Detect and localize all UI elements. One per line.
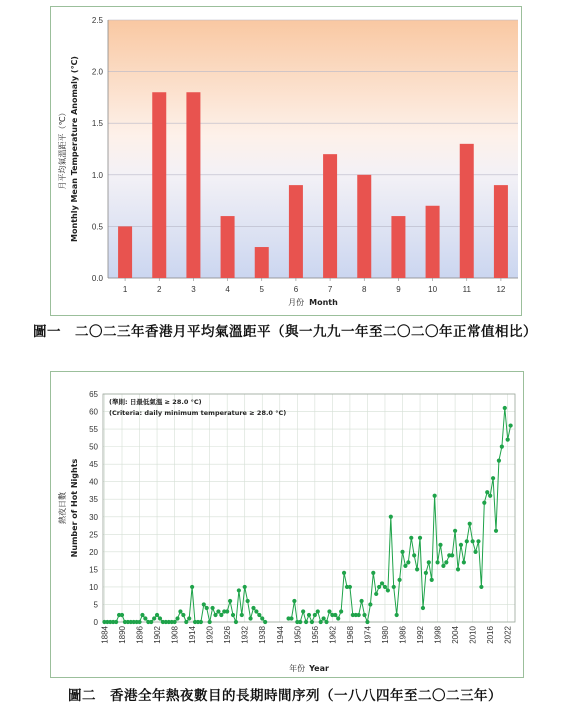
x-axis-label-en: Month — [309, 298, 338, 307]
y-axis-label-cn: 熱夜日數 — [58, 492, 67, 524]
x-tick-label: 1956 — [310, 626, 320, 644]
data-point-1911 — [181, 613, 185, 617]
x-tick-label: 2022 — [503, 626, 513, 644]
y-tick-label: 0 — [93, 618, 98, 627]
data-point-1930 — [237, 588, 241, 592]
data-point-2016 — [488, 494, 492, 498]
bar-month-4 — [221, 216, 235, 278]
y-tick-label: 50 — [89, 442, 98, 452]
y-tick-label: 0.5 — [91, 222, 103, 232]
x-tick-label: 10 — [428, 285, 438, 294]
data-point-1997 — [433, 494, 437, 498]
y-tick-label: 25 — [89, 530, 98, 540]
x-tick-label: 1932 — [240, 626, 250, 644]
data-point-1968 — [348, 585, 352, 589]
hot-nights-chart — [51, 372, 523, 677]
data-point-1934 — [248, 616, 252, 620]
data-point-1959 — [322, 616, 326, 620]
data-point-1936 — [254, 609, 258, 613]
data-point-2013 — [479, 585, 483, 589]
data-point-1963 — [333, 613, 337, 617]
data-point-2008 — [465, 539, 469, 543]
y-tick-label: 0.0 — [91, 274, 103, 283]
data-point-1954 — [307, 613, 311, 617]
x-tick-label: 1980 — [380, 626, 390, 644]
data-point-1952 — [301, 609, 305, 613]
data-point-1971 — [357, 613, 361, 617]
x-tick-label: 6 — [293, 285, 299, 294]
data-point-2001 — [444, 560, 448, 564]
data-point-2000 — [441, 564, 445, 568]
data-point-1932 — [243, 585, 247, 589]
figure1-caption: 圖一 二〇二三年香港月平均氣溫距平（與一九九一年至二〇二〇年正常值相比） — [33, 324, 537, 340]
data-point-1896 — [137, 620, 141, 624]
x-tick-label: 1908 — [170, 626, 180, 644]
figure2-caption: 圖二 香港全年熱夜數目的長期時間序列（一八八四年至二〇二三年） — [68, 688, 502, 704]
data-point-1938 — [260, 616, 264, 620]
monthly-anomaly-chart — [51, 7, 521, 315]
x-tick-label: 1914 — [188, 626, 198, 644]
data-point-1999 — [438, 543, 442, 547]
x-tick-label: 1992 — [416, 626, 426, 644]
data-point-1919 — [205, 606, 209, 610]
data-point-1933 — [246, 599, 250, 603]
data-point-1903 — [158, 616, 162, 620]
data-point-1900 — [149, 620, 153, 624]
x-tick-label: 7 — [327, 285, 333, 294]
criteria-annotation-en: (Criteria: daily minimum temperature ≥ 28.0 °C) — [109, 409, 287, 417]
data-point-1913 — [187, 616, 191, 620]
data-point-1924 — [219, 613, 223, 617]
data-point-1975 — [368, 602, 372, 606]
x-tick-label: 2004 — [451, 626, 461, 644]
data-point-2021 — [503, 406, 507, 410]
data-point-1989 — [409, 536, 413, 540]
data-point-1995 — [427, 560, 431, 564]
data-point-1956 — [313, 613, 317, 617]
data-point-1949 — [292, 599, 296, 603]
x-tick-label: 1986 — [398, 626, 408, 644]
x-tick-label: 1884 — [100, 626, 110, 644]
data-point-1902 — [155, 613, 159, 617]
x-tick-label: 1896 — [135, 626, 145, 644]
data-point-1909 — [175, 616, 179, 620]
y-axis-label-en: Number of Hot Nights — [70, 458, 79, 558]
data-point-2006 — [459, 543, 463, 547]
y-axis-label-en: Monthly Mean Temperature Anomaly (℃) — [70, 56, 79, 242]
data-point-1888 — [114, 620, 118, 624]
plot-area-background — [108, 20, 518, 278]
data-point-1966 — [342, 571, 346, 575]
bar-month-11 — [460, 144, 474, 278]
data-point-2003 — [450, 553, 454, 557]
y-tick-label: 45 — [89, 460, 98, 470]
y-tick-label: 2.5 — [91, 16, 103, 25]
data-point-1992 — [418, 536, 422, 540]
y-tick-label: 1.5 — [91, 119, 103, 129]
data-point-1978 — [377, 585, 381, 589]
data-point-2017 — [491, 476, 495, 480]
data-point-1996 — [430, 578, 434, 582]
data-point-1973 — [362, 613, 366, 617]
data-point-1976 — [371, 571, 375, 575]
bar-month-6 — [289, 185, 303, 278]
y-tick-label: 35 — [89, 495, 98, 505]
data-point-1984 — [395, 613, 399, 617]
y-tick-label: 20 — [89, 547, 98, 557]
data-point-2007 — [462, 560, 466, 564]
data-point-2015 — [485, 490, 489, 494]
data-point-2019 — [497, 459, 501, 463]
bar-month-8 — [357, 175, 371, 278]
y-tick-label: 10 — [89, 582, 98, 592]
y-tick-label: 30 — [89, 512, 98, 522]
x-tick-label: 5 — [259, 285, 264, 294]
x-tick-label: 1890 — [117, 626, 127, 644]
data-point-1898 — [143, 616, 147, 620]
data-point-1993 — [421, 606, 425, 610]
x-axis-label-cn: 年份 — [289, 664, 306, 673]
data-point-1951 — [298, 620, 302, 624]
data-point-1960 — [324, 620, 328, 624]
x-axis-label — [288, 297, 338, 307]
data-point-1986 — [400, 550, 404, 554]
y-tick-label: 60 — [89, 407, 98, 417]
bar-month-10 — [426, 206, 440, 278]
data-point-2011 — [473, 550, 477, 554]
x-tick-label: 2010 — [468, 626, 478, 644]
data-point-1981 — [386, 588, 390, 592]
data-point-1991 — [415, 567, 419, 571]
x-tick-label: 1902 — [153, 626, 163, 644]
data-point-2012 — [476, 539, 480, 543]
data-point-2018 — [494, 529, 498, 533]
data-point-2010 — [471, 539, 475, 543]
data-point-2004 — [453, 529, 457, 533]
x-tick-label: 1920 — [205, 626, 215, 644]
x-axis-label-en: Year — [309, 664, 329, 673]
data-point-1965 — [339, 609, 343, 613]
data-point-1935 — [251, 606, 255, 610]
x-tick-label: 2016 — [486, 626, 496, 644]
bar-month-9 — [391, 216, 405, 278]
data-point-1929 — [234, 620, 238, 624]
data-point-1948 — [289, 616, 293, 620]
data-point-1974 — [365, 620, 369, 624]
data-point-1927 — [228, 599, 232, 603]
x-tick-label: 8 — [362, 285, 367, 294]
data-point-1922 — [213, 613, 217, 617]
y-axis-label-cn: 月平均氣溫距平（℃） — [58, 108, 67, 190]
data-point-1890 — [120, 613, 124, 617]
x-tick-label: 9 — [396, 285, 401, 294]
data-point-1920 — [208, 620, 212, 624]
data-point-1939 — [263, 620, 267, 624]
bar-month-5 — [255, 247, 269, 278]
data-point-2005 — [456, 567, 460, 571]
data-point-1977 — [374, 592, 378, 596]
data-point-1994 — [424, 571, 428, 575]
data-point-1958 — [319, 620, 323, 624]
data-point-1955 — [310, 620, 314, 624]
bar-month-3 — [186, 92, 200, 278]
x-tick-label: 1 — [122, 285, 128, 294]
x-tick-label: 1962 — [328, 626, 338, 644]
x-axis-label — [289, 663, 329, 673]
x-tick-label: 1998 — [433, 626, 443, 644]
x-tick-label: 1974 — [363, 626, 373, 644]
x-tick-label: 1926 — [223, 626, 233, 644]
data-point-1914 — [190, 585, 194, 589]
data-point-2023 — [509, 423, 513, 427]
data-point-1901 — [152, 616, 156, 620]
data-point-1972 — [359, 599, 363, 603]
data-point-1910 — [178, 609, 182, 613]
x-tick-label: 2 — [157, 285, 162, 294]
criteria-annotation-cn: (準則: 日最低氣溫 ≥ 28.0 °C) — [109, 398, 202, 406]
data-point-1961 — [327, 609, 331, 613]
data-point-1931 — [240, 613, 244, 617]
data-point-1980 — [383, 585, 387, 589]
x-tick-label: 1968 — [345, 626, 355, 644]
data-point-1937 — [257, 613, 261, 617]
data-point-1918 — [202, 602, 206, 606]
y-tick-label: 65 — [89, 390, 98, 399]
y-tick-label: 15 — [89, 565, 98, 575]
plot-area-background — [103, 394, 515, 622]
data-point-1897 — [140, 613, 144, 617]
x-tick-label: 12 — [496, 285, 506, 294]
x-tick-label: 1938 — [258, 626, 268, 644]
y-tick-label: 55 — [89, 425, 98, 435]
data-point-1983 — [392, 585, 396, 589]
y-tick-label: 2.0 — [91, 67, 103, 77]
bar-month-7 — [323, 154, 337, 278]
data-point-1921 — [210, 606, 214, 610]
bar-month-1 — [118, 226, 132, 278]
data-point-1908 — [172, 620, 176, 624]
data-point-2022 — [506, 438, 510, 442]
data-point-1990 — [412, 553, 416, 557]
data-point-2014 — [482, 501, 486, 505]
data-point-2020 — [500, 445, 504, 449]
data-point-1979 — [380, 581, 384, 585]
x-tick-label: 1950 — [293, 626, 303, 644]
bar-month-2 — [152, 92, 166, 278]
data-point-1953 — [304, 620, 308, 624]
data-point-1923 — [216, 609, 220, 613]
x-tick-label: 1944 — [275, 626, 285, 644]
data-point-1985 — [397, 578, 401, 582]
data-point-1988 — [406, 560, 410, 564]
x-tick-label: 11 — [462, 285, 471, 294]
monthly-anomaly-chart-panel — [50, 6, 522, 316]
bar-month-12 — [494, 185, 508, 278]
data-point-1998 — [435, 560, 439, 564]
data-point-1982 — [389, 515, 393, 519]
x-tick-label: 4 — [225, 285, 230, 294]
data-point-1926 — [225, 609, 229, 613]
data-point-2009 — [468, 522, 472, 526]
data-point-1964 — [336, 616, 340, 620]
y-tick-label: 5 — [93, 600, 98, 610]
y-tick-label: 1.0 — [91, 170, 103, 180]
x-axis-label-cn: 月份 — [288, 298, 305, 307]
data-point-1957 — [316, 609, 320, 613]
data-point-1912 — [184, 620, 188, 624]
data-point-1917 — [199, 620, 203, 624]
y-tick-label: 40 — [89, 477, 98, 487]
x-tick-label: 3 — [191, 285, 196, 294]
data-point-1987 — [403, 564, 407, 568]
data-point-1928 — [231, 613, 235, 617]
hot-nights-chart-panel — [50, 371, 524, 678]
